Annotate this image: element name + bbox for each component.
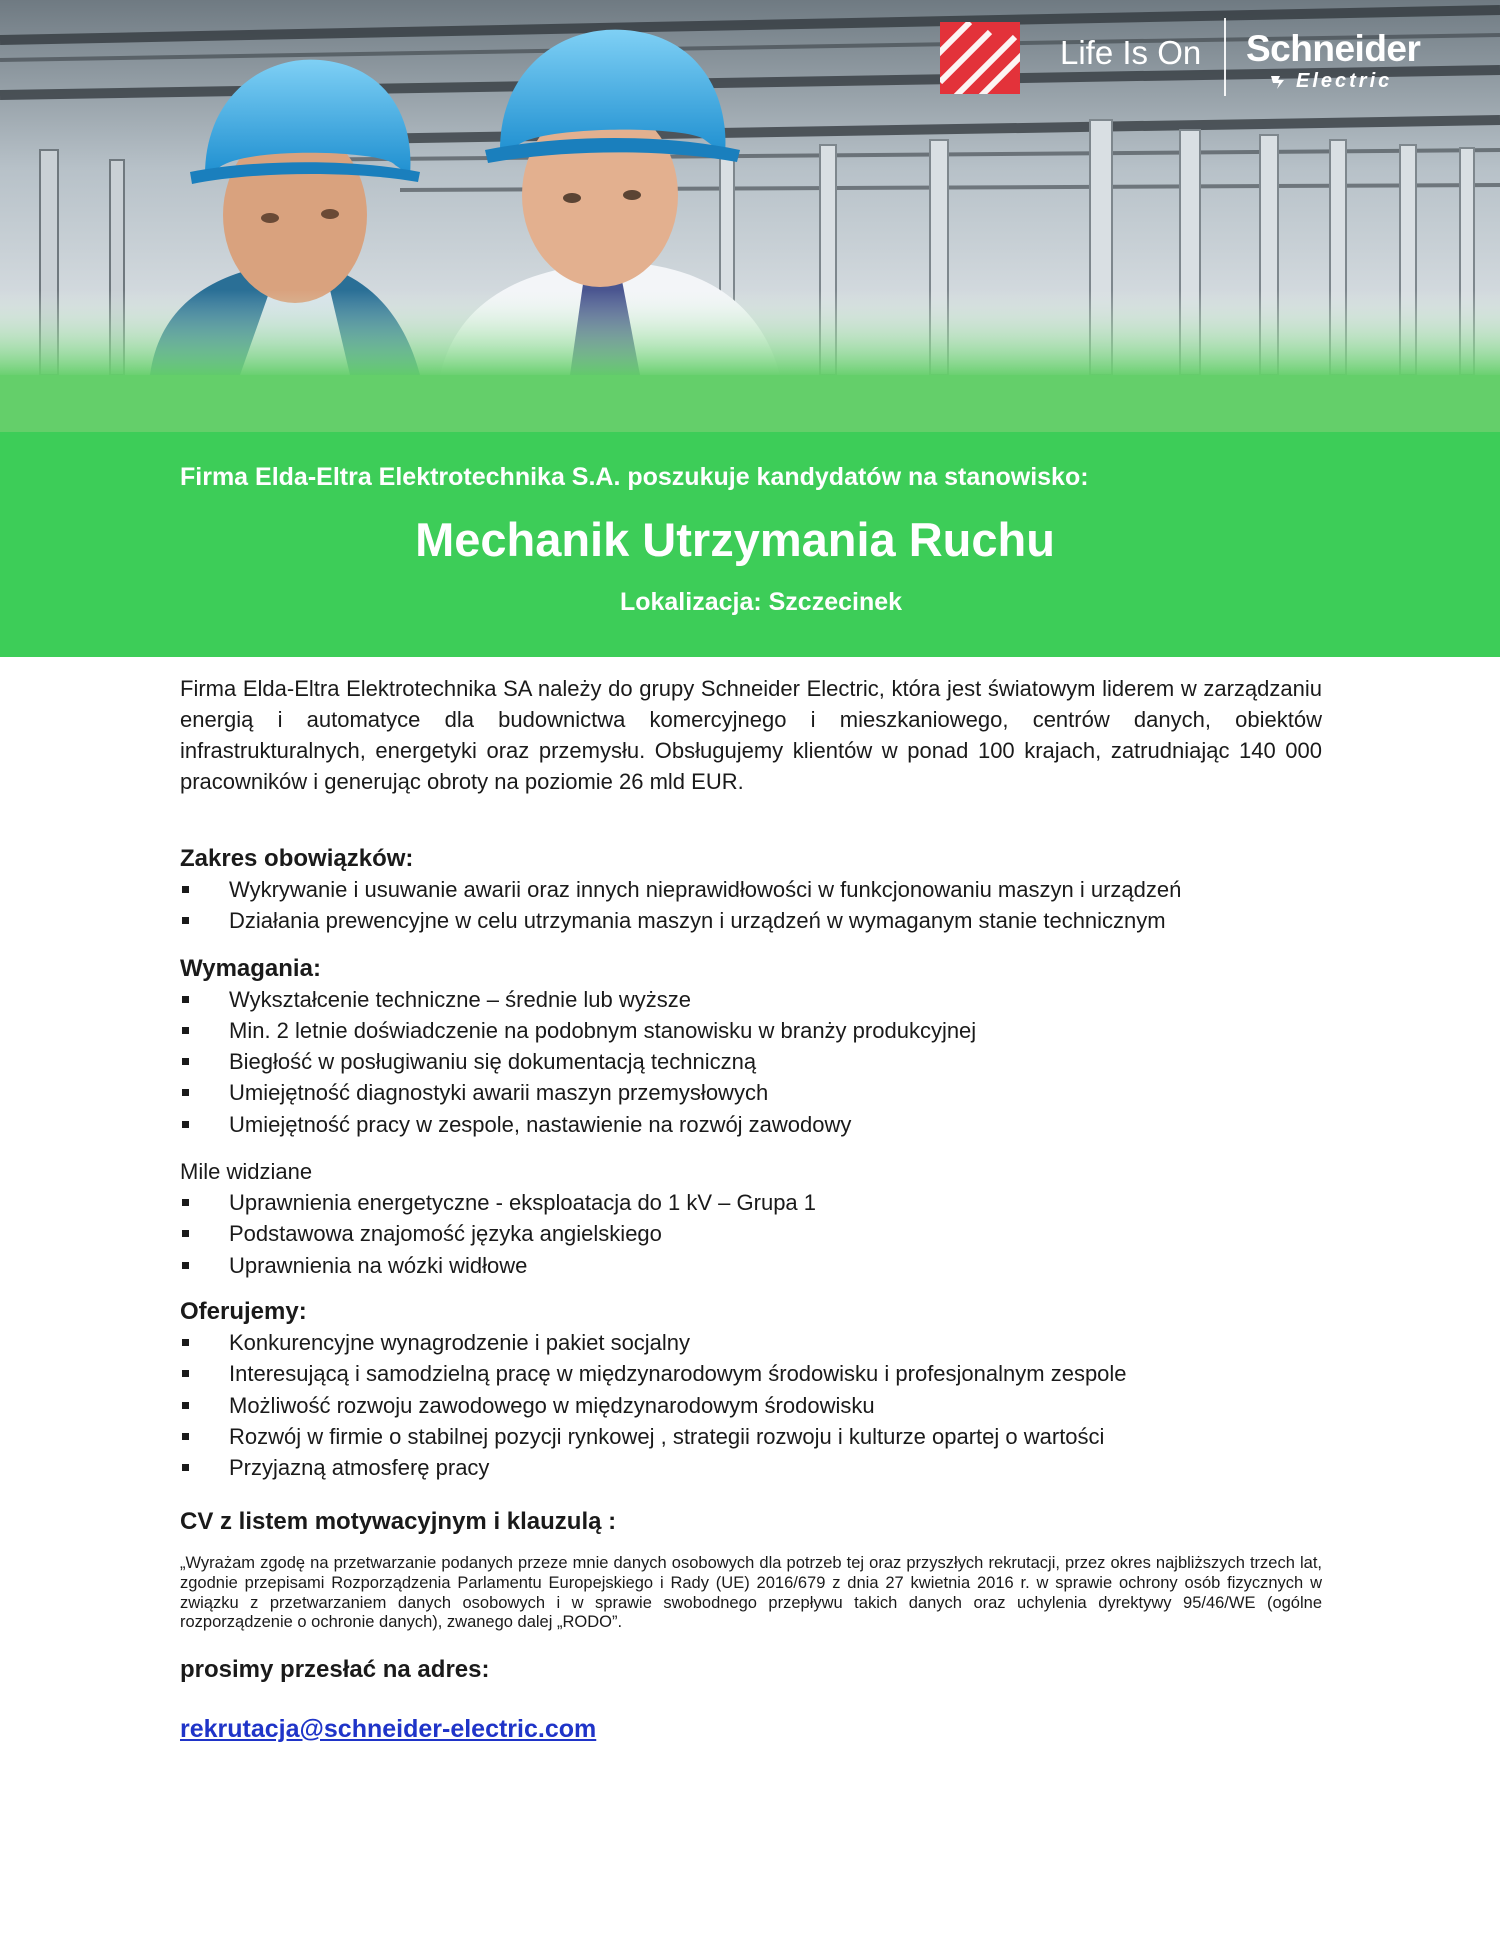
list-item: Uprawnienia na wózki widłowe bbox=[180, 1250, 1322, 1281]
schneider-logo-sub: Electric bbox=[1296, 70, 1393, 92]
requirements-list bbox=[180, 984, 1322, 1140]
list-item: Możliwość rozwoju zawodowego w międzynarodowym środowisku bbox=[180, 1390, 1322, 1421]
list-item: Umiejętność pracy w zespole, nastawienie na rozwój zawodowy bbox=[180, 1109, 1322, 1140]
send-to-heading: prosimy przesłać na adres: bbox=[180, 1655, 490, 1683]
nice-to-have-heading: Mile widziane bbox=[180, 1159, 313, 1185]
list-item: Wykształcenie techniczne – średnie lub wyższe bbox=[180, 984, 1322, 1015]
job-title: Mechanik Utrzymania Ruchu bbox=[415, 513, 1055, 566]
job-location: Lokalizacja: Szczecinek bbox=[619, 588, 903, 616]
responsibilities-list bbox=[180, 874, 1322, 937]
list-item: Przyjazną atmosferę pracy bbox=[180, 1452, 1322, 1483]
responsibilities-heading: Zakres obowiązków: bbox=[180, 845, 414, 872]
banner-intro: Firma Elda-Eltra Elektrotechnika S.A. poszukuje kandydatów na stanowisko: bbox=[180, 463, 1089, 491]
list-item: Umiejętność diagnostyki awarii maszyn przemysłowych bbox=[180, 1077, 1322, 1108]
hero-fade bbox=[0, 375, 1500, 432]
logo-divider bbox=[1224, 18, 1226, 96]
job-description bbox=[180, 673, 1322, 1744]
nice-to-have-list bbox=[180, 1187, 1322, 1281]
list-item: Konkurencyjne wynagrodzenie i pakiet socjalny bbox=[180, 1327, 1322, 1358]
offer-list bbox=[180, 1327, 1322, 1483]
list-item: Działania prewencyjne w celu utrzymania maszyn i urządzeń w wymaganym stanie technicznym bbox=[180, 905, 1322, 936]
schneider-mark-icon bbox=[1268, 70, 1290, 92]
list-item: Biegłość w posługiwaniu się dokumentacją techniczną bbox=[180, 1046, 1322, 1077]
company-intro: Firma Elda-Eltra Elektrotechnika SA należy do grupy Schneider Electric, która jest światowym liderem w zarządzaniu energią i automatyce dla budownictwa komercyjnego i mieszkaniowego, centrów danych, obiektów infrastrukturalnych, energetyki oraz przemysłu. Obsługujemy klientów w ponad 100 krajach, zatrudniając 140 000 pracowników i generując obroty na poziomie 26 mld EUR. bbox=[180, 676, 1322, 794]
application-heading: CV z listem motywacyjnym i klauzulą : bbox=[180, 1508, 617, 1536]
requirements-heading: Wymagania: bbox=[180, 954, 321, 982]
offer-heading: Oferujemy: bbox=[180, 1297, 307, 1325]
life-is-on-logo: Life Is On bbox=[1060, 34, 1202, 71]
schneider-logo-name: Schneider bbox=[1246, 28, 1421, 69]
email-link[interactable]: rekrutacja@schneider-electric.com bbox=[180, 1714, 597, 1743]
list-item: Uprawnienia energetyczne - eksploatacja do 1 kV – Grupa 1 bbox=[180, 1187, 1322, 1218]
list-item: Interesującą i samodzielną pracę w międzynarodowym środowisku i profesjonalnym zespole bbox=[180, 1358, 1322, 1389]
list-item: Podstawowa znajomość języka angielskiego bbox=[180, 1218, 1322, 1249]
list-item: Wykrywanie i usuwanie awarii oraz innych nieprawidłowości w funkcjonowaniu maszyn i urządzeń bbox=[180, 874, 1322, 905]
elda-logo bbox=[940, 22, 1020, 94]
list-item: Rozwój w firmie o stabilnej pozycji rynkowej , strategii rozwoju i kulturze opartej o wartości bbox=[180, 1421, 1322, 1452]
list-item: Min. 2 letnie doświadczenie na podobnym stanowisku w branży produkcyjnej bbox=[180, 1015, 1322, 1046]
gdpr-clause: „Wyrażam zgodę na przetwarzanie podanych przeze mnie danych osobowych dla potrzeb tej oraz przyszłych rekrutacji, przez okres najbliższych trzech lat, zgodnie przepisami Rozporządzenia Parlamentu Europejskiego i Rady (UE) 2016/679 z dnia 27 kwietnia 2016 r. w sprawie ochrony osób fizycznych w związku z przetwarzaniem danych osobowych i w sprawie swobodnego przepływu takich danych oraz uchylenia dyrektywy 95/46/WE (ogólne rozporządzenie o ochronie danych), zwanego dalej „RODO”. bbox=[180, 1554, 1322, 1632]
